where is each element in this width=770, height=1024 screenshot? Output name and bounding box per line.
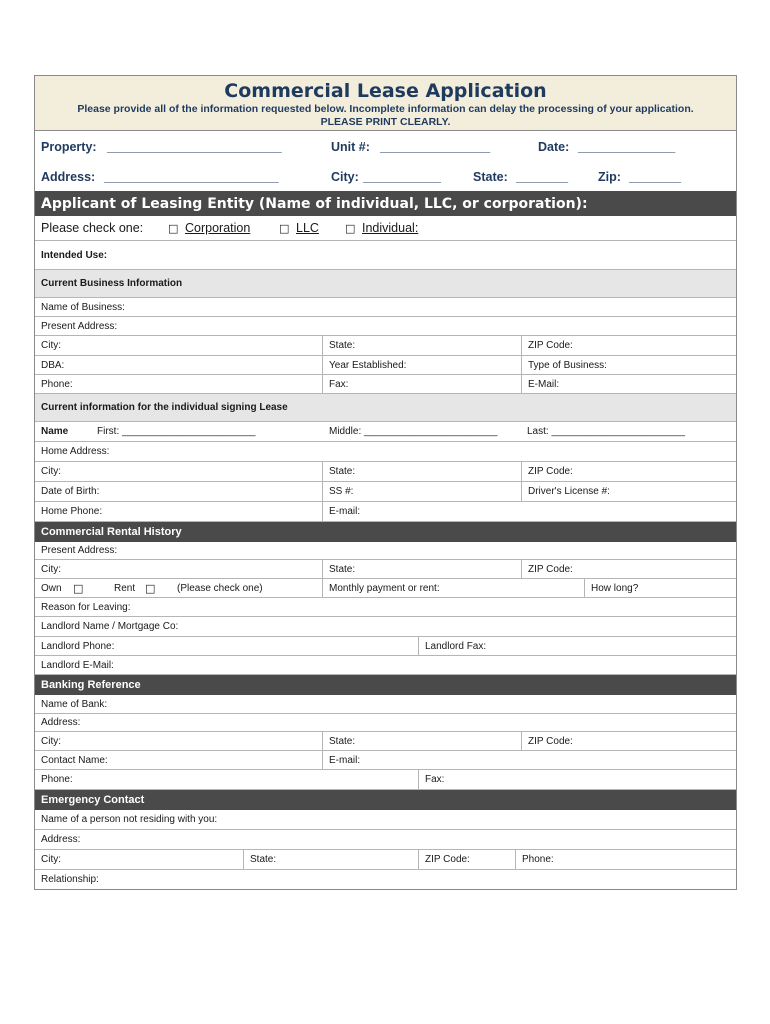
- business-zip-cell[interactable]: [521, 336, 736, 355]
- date-field[interactable]: _______________: [578, 139, 675, 154]
- license-label: Driver's License #:: [528, 486, 610, 497]
- form-instructions: Please provide all of the information requested below. Incomplete information can delay the processing of your application. PLEASE PRINT CLEARLY.: [77, 103, 694, 128]
- home-phone-label: Home Phone:: [41, 506, 103, 517]
- business-name-row[interactable]: [35, 298, 736, 317]
- landlord-phone-label: Landlord Phone:: [41, 640, 115, 652]
- check-one-label: Please check one:: [41, 221, 144, 235]
- business-heading-text: Current Business Information: [41, 278, 183, 289]
- reason-row[interactable]: [35, 598, 736, 617]
- business-address-label: Present Address:: [41, 320, 118, 332]
- business-address-row[interactable]: [35, 317, 736, 336]
- rental-city-label: City:: [41, 563, 61, 575]
- individual-option: Individual:: [362, 221, 419, 235]
- dba-cell[interactable]: [35, 356, 322, 374]
- reason-label: Reason for Leaving:: [41, 601, 131, 613]
- business-phone-cell[interactable]: [35, 375, 322, 393]
- individual-name-row: [35, 422, 736, 442]
- llc-option: LLC: [296, 221, 319, 235]
- corporation-checkbox[interactable]: □: [168, 221, 179, 235]
- first-name-field[interactable]: First: ________________________: [97, 426, 256, 437]
- landlord-fax-label: Landlord Fax:: [425, 640, 487, 652]
- dba-label: DBA:: [41, 359, 65, 371]
- bank-email-label: E-mail:: [329, 754, 361, 766]
- landlord-fax-cell[interactable]: [418, 637, 736, 655]
- rental-city-cell[interactable]: [35, 560, 322, 578]
- monthly-payment-label: Monthly payment or rent:: [329, 582, 440, 594]
- business-name-label: Name of Business:: [41, 301, 125, 313]
- individual-email-label: E-mail:: [329, 506, 361, 517]
- business-fax-cell[interactable]: [322, 375, 521, 393]
- business-city-label: City:: [41, 340, 61, 351]
- bank-fax-label: Fax:: [425, 774, 445, 785]
- address-row: [35, 162, 736, 191]
- date-label: Date:: [538, 139, 570, 154]
- emergency-relationship-row[interactable]: [35, 870, 736, 889]
- bank-state-cell[interactable]: [322, 732, 521, 750]
- individual-city-row: [35, 462, 736, 482]
- business-state-label: State:: [329, 340, 356, 351]
- individual-zip-label: ZIP Code:: [528, 466, 573, 477]
- zip-label: Zip:: [598, 169, 621, 184]
- bank-address-row[interactable]: [35, 714, 736, 732]
- rental-zip-label: ZIP Code:: [528, 563, 573, 575]
- emergency-phone-label: Phone:: [522, 854, 554, 865]
- bank-zip-label: ZIP Code:: [528, 735, 573, 747]
- emergency-zip-cell[interactable]: [418, 850, 515, 869]
- own-rent-row: [35, 579, 736, 598]
- bank-name-label: Name of Bank:: [41, 698, 108, 710]
- llc-checkbox[interactable]: □: [279, 221, 290, 235]
- page-title: Commercial Lease Application: [224, 80, 547, 102]
- landlord-email-row[interactable]: [35, 656, 736, 675]
- individual-zip-cell[interactable]: [521, 462, 736, 481]
- business-email-label: E-Mail:: [528, 378, 560, 390]
- applicant-section-heading: Applicant of Leasing Entity (Name of individual, LLC, or corporation):: [35, 191, 736, 216]
- banking-section-heading: Banking Reference: [35, 675, 736, 695]
- rent-label: Rent: [114, 582, 136, 594]
- address-field[interactable]: ___________________________: [104, 169, 279, 184]
- bank-phone-label: Phone:: [41, 774, 73, 785]
- unit-field[interactable]: _________________: [380, 139, 490, 154]
- emergency-state-cell[interactable]: [243, 850, 418, 869]
- business-phone-label: Phone:: [41, 378, 73, 390]
- monthly-payment-cell[interactable]: [322, 579, 584, 597]
- year-established-label: Year Established:: [329, 359, 407, 371]
- individual-state-label: State:: [329, 466, 356, 477]
- last-name-field[interactable]: Last: ________________________: [527, 426, 685, 437]
- how-long-cell[interactable]: [584, 579, 736, 597]
- bank-name-row[interactable]: [35, 695, 736, 714]
- bank-zip-cell[interactable]: [521, 732, 736, 750]
- emergency-section-heading: Emergency Contact: [35, 790, 736, 810]
- business-section-heading: [35, 270, 736, 298]
- bank-address-label: Address:: [41, 717, 81, 728]
- individual-phone-row: [35, 502, 736, 522]
- landlord-phone-row: [35, 637, 736, 656]
- address-label: Address:: [41, 169, 96, 184]
- name-label: Name: [41, 426, 69, 437]
- business-email-cell[interactable]: [521, 375, 736, 393]
- city-field[interactable]: ____________: [363, 169, 441, 184]
- bank-contact-label: Contact Name:: [41, 754, 108, 766]
- business-city-cell[interactable]: [35, 336, 322, 355]
- emergency-city-cell[interactable]: [35, 850, 243, 869]
- business-type-label: Type of Business:: [528, 359, 607, 371]
- property-row: [35, 131, 736, 162]
- emergency-city-row: [35, 850, 736, 870]
- emergency-name-row[interactable]: [35, 810, 736, 830]
- bank-email-cell[interactable]: [322, 751, 736, 769]
- lease-application-form: [34, 75, 737, 890]
- business-zip-label: ZIP Code:: [528, 340, 573, 351]
- business-city-row: [35, 336, 736, 356]
- dob-cell[interactable]: [35, 482, 322, 501]
- business-state-cell[interactable]: [322, 336, 521, 355]
- home-address-label: Home Address:: [41, 446, 110, 457]
- state-field[interactable]: ________: [516, 169, 568, 184]
- bank-phone-row: [35, 770, 736, 790]
- bank-contact-row: [35, 751, 736, 770]
- business-fax-label: Fax:: [329, 378, 349, 390]
- intended-use-label: Intended Use:: [41, 249, 108, 261]
- year-established-cell[interactable]: [322, 356, 521, 374]
- property-field[interactable]: ___________________________: [107, 139, 282, 154]
- how-long-label: How long?: [591, 582, 639, 594]
- landlord-name-row[interactable]: [35, 617, 736, 637]
- dob-label: Date of Birth:: [41, 486, 100, 497]
- landlord-email-label: Landlord E-Mail:: [41, 659, 114, 671]
- emergency-phone-cell[interactable]: [515, 850, 736, 869]
- rental-section-heading: Commercial Rental History: [35, 522, 736, 542]
- individual-checkbox[interactable]: □: [345, 221, 356, 235]
- city-label: City:: [331, 169, 359, 184]
- middle-name-field[interactable]: Middle: ________________________: [329, 426, 498, 437]
- home-address-row[interactable]: [35, 442, 736, 462]
- corporation-option: Corporation: [185, 221, 251, 235]
- rental-state-cell[interactable]: [322, 560, 521, 578]
- ss-cell[interactable]: [322, 482, 521, 501]
- individual-email-cell[interactable]: [322, 502, 736, 521]
- bank-contact-cell[interactable]: [35, 751, 322, 769]
- entity-type-row: [35, 216, 736, 241]
- rental-zip-cell[interactable]: [521, 560, 736, 578]
- zip-field[interactable]: ________: [629, 169, 681, 184]
- home-phone-cell[interactable]: [35, 502, 322, 521]
- bank-city-cell[interactable]: [35, 732, 322, 750]
- state-label: State:: [473, 169, 508, 184]
- bank-state-label: State:: [329, 735, 356, 747]
- bank-city-row: [35, 732, 736, 751]
- rental-address-row[interactable]: [35, 542, 736, 560]
- emergency-state-label: State:: [250, 854, 277, 865]
- individual-city-cell[interactable]: [35, 462, 322, 481]
- unit-label: Unit #:: [331, 139, 370, 154]
- license-cell[interactable]: [521, 482, 736, 501]
- business-type-cell[interactable]: [521, 356, 736, 374]
- own-checkbox[interactable]: □: [73, 581, 84, 595]
- emergency-address-row[interactable]: [35, 830, 736, 850]
- form-header: [35, 76, 736, 131]
- emergency-zip-label: ZIP Code:: [425, 854, 470, 865]
- bank-city-label: City:: [41, 735, 61, 747]
- individual-dob-row: [35, 482, 736, 502]
- rental-city-row: [35, 560, 736, 579]
- business-phone-row: [35, 375, 736, 394]
- check-note: (Please check one): [177, 582, 263, 594]
- business-dba-row: [35, 356, 736, 375]
- rental-address-label: Present Address:: [41, 545, 118, 556]
- intended-use-row[interactable]: [35, 241, 736, 270]
- landlord-phone-cell[interactable]: [35, 637, 418, 655]
- rent-checkbox[interactable]: □: [145, 581, 156, 595]
- individual-heading-text: Current information for the individual signing Lease: [41, 402, 288, 413]
- landlord-name-label: Landlord Name / Mortgage Co:: [41, 621, 179, 632]
- emergency-name-label: Name of a person not residing with you:: [41, 814, 218, 825]
- relationship-label: Relationship:: [41, 874, 99, 885]
- own-label: Own: [41, 582, 62, 594]
- emergency-address-label: Address:: [41, 834, 81, 845]
- emergency-city-label: City:: [41, 854, 61, 865]
- individual-section-heading: [35, 394, 736, 422]
- individual-state-cell[interactable]: [322, 462, 521, 481]
- bank-fax-cell[interactable]: [418, 770, 736, 789]
- rental-state-label: State:: [329, 563, 356, 575]
- property-label: Property:: [41, 139, 97, 154]
- bank-phone-cell[interactable]: [35, 770, 418, 789]
- individual-city-label: City:: [41, 466, 61, 477]
- own-rent-cell: [35, 579, 322, 597]
- ss-label: SS #:: [329, 486, 354, 497]
